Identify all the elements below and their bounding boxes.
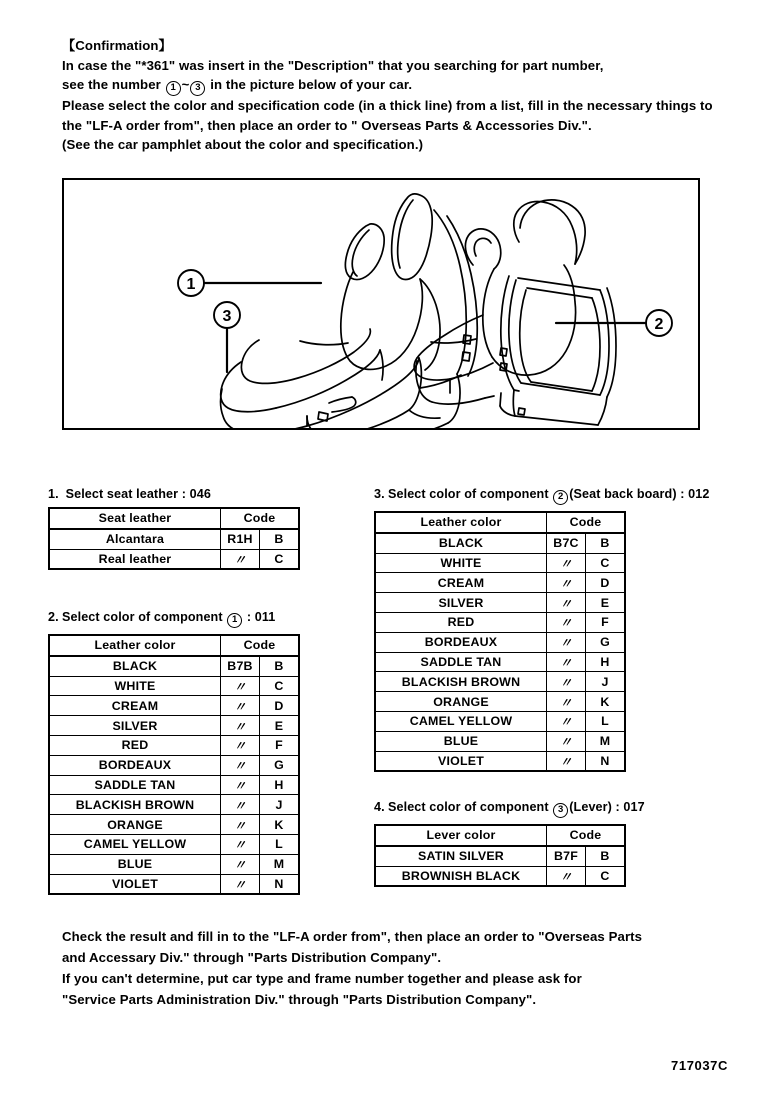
row-code-prefix: 〃 (221, 854, 260, 874)
seat-leather-table (48, 507, 300, 570)
section-3-number: 3. (374, 487, 385, 501)
section-3-title-prefix: Select color of component (388, 487, 553, 501)
table-row[interactable] (49, 775, 299, 795)
row-name: WHITE (375, 553, 547, 573)
row-name: BLACKISH BROWN (375, 672, 547, 692)
table-row[interactable] (375, 652, 625, 672)
section-1-number: 1. (48, 487, 59, 501)
section-component-3-color (374, 800, 645, 887)
callout-number-3-inline: 3 (190, 81, 205, 96)
row-code-prefix: 〃 (547, 866, 586, 886)
header-leather-color: Leather color (375, 512, 547, 533)
row-code-suffix[interactable]: C (586, 866, 626, 886)
row-code-suffix[interactable]: F (586, 612, 626, 632)
row-code-suffix[interactable]: H (586, 652, 626, 672)
header-code: Code (547, 512, 626, 533)
table-row[interactable] (375, 866, 625, 886)
row-code-prefix: 〃 (221, 834, 260, 854)
intro-line-1: 【Confirmation】 (62, 38, 172, 53)
row-code-prefix: 〃 (547, 711, 586, 731)
row-code-suffix[interactable]: N (260, 874, 300, 894)
table-row[interactable] (375, 672, 625, 692)
intro-line-3-mid: ~ (181, 77, 190, 92)
section-4-title-suffix: (Lever) : 017 (569, 800, 645, 814)
footer-line-1: Check the result and fill in to the "LF-A order from", then place an order to "Overseas Parts (62, 929, 643, 944)
row-code-suffix[interactable]: J (260, 795, 300, 815)
header-code: Code (221, 635, 300, 656)
row-name: BLUE (375, 731, 547, 751)
section-4-number: 4. (374, 800, 385, 814)
intro-line-6: (See the car pamphlet about the color and specification.) (62, 137, 424, 152)
section-3-title-suffix: (Seat back board) : 012 (569, 487, 710, 501)
intro-line-4: Please select the color and specification code (in a thick line) from a list, fill in the necessary things to (62, 98, 713, 113)
table-header-row (49, 635, 299, 656)
section-3-title (374, 487, 709, 505)
header-code: Code (547, 825, 626, 846)
callout-number-1-inline: 1 (166, 81, 181, 96)
row-code-suffix[interactable]: E (260, 716, 300, 736)
table-row[interactable] (375, 593, 625, 613)
row-code-prefix: 〃 (547, 612, 586, 632)
row-code-prefix: 〃 (221, 795, 260, 815)
row-code-prefix: 〃 (547, 692, 586, 712)
header-code: Code (221, 508, 300, 529)
table-row[interactable] (49, 815, 299, 835)
intro-line-3 (62, 75, 722, 96)
row-code-prefix: 〃 (547, 553, 586, 573)
row-code-prefix: 〃 (221, 549, 260, 569)
row-code-prefix: 〃 (221, 676, 260, 696)
row-code-prefix: 〃 (221, 696, 260, 716)
table-row[interactable] (49, 874, 299, 894)
seat-illustration-frame (62, 178, 700, 430)
table-row[interactable] (375, 731, 625, 751)
table-row[interactable] (375, 846, 625, 866)
row-code-suffix[interactable]: K (260, 815, 300, 835)
section-component-2-color (374, 487, 709, 772)
callout-number-1-icon: 1 (227, 613, 242, 628)
row-code-prefix: B7C (547, 533, 586, 553)
row-code-prefix: 〃 (547, 652, 586, 672)
row-code-prefix: 〃 (221, 874, 260, 894)
row-code-prefix: 〃 (547, 751, 586, 771)
row-code-suffix[interactable]: E (586, 593, 626, 613)
table-row[interactable] (375, 711, 625, 731)
section-4-title-prefix: Select color of component (388, 800, 553, 814)
row-name: CREAM (49, 696, 221, 716)
header-leather-color: Leather color (49, 635, 221, 656)
table-row[interactable] (49, 755, 299, 775)
row-code-suffix[interactable]: C (260, 549, 300, 569)
row-code-suffix[interactable]: M (586, 731, 626, 751)
section-1-title-text: Select seat leather : 046 (65, 487, 211, 501)
intro-line-5: the "LF-A order from", then place an order to " Overseas Parts & Accessories Div.". (62, 117, 592, 133)
table-row[interactable] (375, 533, 625, 553)
row-code-suffix[interactable]: L (586, 711, 626, 731)
svg-text:2: 2 (654, 316, 664, 333)
footer-instructions (62, 926, 702, 1010)
svg-text:3: 3 (222, 308, 232, 325)
row-name: CREAM (375, 573, 547, 593)
table-row[interactable] (375, 751, 625, 771)
section-seat-leather (48, 487, 300, 570)
row-name: BLACK (49, 656, 221, 676)
table-row[interactable] (49, 676, 299, 696)
table-row[interactable] (49, 716, 299, 736)
svg-text:1: 1 (186, 276, 196, 293)
row-code-suffix[interactable]: D (260, 696, 300, 716)
document-number: 717037C (671, 1058, 728, 1073)
row-code-suffix[interactable]: K (586, 692, 626, 712)
seat-diagram-svg (64, 180, 698, 428)
row-code-prefix: B7B (221, 656, 260, 676)
row-code-suffix[interactable]: M (260, 854, 300, 874)
row-code-prefix: B7F (547, 846, 586, 866)
row-name: ORANGE (375, 692, 547, 712)
row-name: SILVER (49, 716, 221, 736)
section-1-title (48, 487, 300, 501)
row-code-suffix[interactable]: F (260, 735, 300, 755)
table-row[interactable] (375, 692, 625, 712)
row-name: BROWNISH BLACK (375, 866, 547, 886)
table-header-row (375, 825, 625, 846)
table-row[interactable] (49, 795, 299, 815)
header-seat-leather: Seat leather (49, 508, 221, 529)
row-name: BORDEAUX (375, 632, 547, 652)
table-row[interactable] (49, 735, 299, 755)
row-code-suffix[interactable]: B (586, 846, 626, 866)
footer-line-2: and Accessary Div." through "Parts Distribution Company". (62, 950, 442, 965)
row-code-prefix: 〃 (221, 775, 260, 795)
component-1-color-table (48, 634, 300, 895)
row-code-suffix[interactable]: B (260, 656, 300, 676)
row-name: RED (49, 735, 221, 755)
row-code-prefix: 〃 (547, 731, 586, 751)
row-code-suffix[interactable]: J (586, 672, 626, 692)
table-row[interactable] (375, 573, 625, 593)
table-row[interactable] (375, 612, 625, 632)
row-code-suffix[interactable]: G (260, 755, 300, 775)
row-name: BLACKISH BROWN (49, 795, 221, 815)
row-name: SILVER (375, 593, 547, 613)
section-component-1-color (48, 610, 300, 895)
row-name: BLACK (375, 533, 547, 553)
row-code-suffix[interactable]: H (260, 775, 300, 795)
row-name: Alcantara (49, 529, 221, 549)
intro-line-3-prefix: see the number (62, 77, 165, 92)
section-2-title-prefix: Select color of component (62, 610, 227, 624)
table-row[interactable] (375, 632, 625, 652)
lever-color-table (374, 824, 626, 887)
footer-line-4: "Service Parts Administration Div." through "Parts Distribution Company". (62, 992, 537, 1007)
row-name: SADDLE TAN (49, 775, 221, 795)
table-row[interactable] (49, 529, 299, 549)
row-name: WHITE (49, 676, 221, 696)
section-4-title (374, 800, 645, 818)
row-name: VIOLET (375, 751, 547, 771)
table-row[interactable] (375, 553, 625, 573)
row-name: BLUE (49, 854, 221, 874)
callout-number-3-icon: 3 (553, 803, 568, 818)
table-row[interactable] (49, 656, 299, 676)
row-name: SADDLE TAN (375, 652, 547, 672)
section-2-title-suffix: : 011 (243, 610, 276, 624)
intro-line-3-suffix: in the picture below of your car. (206, 77, 413, 92)
intro-line-2: In case the "*361" was insert in the "Description" that you searching for part number, (62, 57, 604, 73)
row-code-suffix[interactable]: N (586, 751, 626, 771)
row-code-suffix[interactable]: B (586, 533, 626, 553)
confirmation-intro-text (62, 36, 722, 155)
row-code-prefix: 〃 (547, 593, 586, 613)
table-row[interactable] (49, 549, 299, 569)
row-name: RED (375, 612, 547, 632)
footer-line-3: If you can't determine, put car type and frame number together and please ask for (62, 971, 582, 986)
table-row[interactable] (49, 834, 299, 854)
row-name: CAMEL YELLOW (375, 711, 547, 731)
row-name: VIOLET (49, 874, 221, 894)
table-row[interactable] (49, 854, 299, 874)
row-name: ORANGE (49, 815, 221, 835)
row-name: Real leather (49, 549, 221, 569)
row-code-suffix[interactable]: C (260, 676, 300, 696)
row-code-prefix: 〃 (547, 672, 586, 692)
table-row[interactable] (49, 696, 299, 716)
table-header-row (49, 508, 299, 529)
row-name: SATIN SILVER (375, 846, 547, 866)
table-header-row (375, 512, 625, 533)
component-2-color-table (374, 511, 626, 772)
row-code-prefix: 〃 (547, 632, 586, 652)
callout-number-2-icon: 2 (553, 490, 568, 505)
row-code-suffix[interactable]: D (586, 573, 626, 593)
row-code-suffix[interactable]: L (260, 834, 300, 854)
row-name: CAMEL YELLOW (49, 834, 221, 854)
row-code-prefix: 〃 (221, 755, 260, 775)
header-lever-color: Lever color (375, 825, 547, 846)
row-code-prefix: R1H (221, 529, 260, 549)
row-code-prefix: 〃 (221, 716, 260, 736)
row-name: BORDEAUX (49, 755, 221, 775)
row-code-prefix: 〃 (221, 735, 260, 755)
row-code-suffix[interactable]: B (260, 529, 300, 549)
row-code-suffix[interactable]: G (586, 632, 626, 652)
row-code-suffix[interactable]: C (586, 553, 626, 573)
row-code-prefix: 〃 (547, 573, 586, 593)
section-2-number: 2. (48, 610, 59, 624)
section-2-title (48, 610, 300, 628)
row-code-prefix: 〃 (221, 815, 260, 835)
